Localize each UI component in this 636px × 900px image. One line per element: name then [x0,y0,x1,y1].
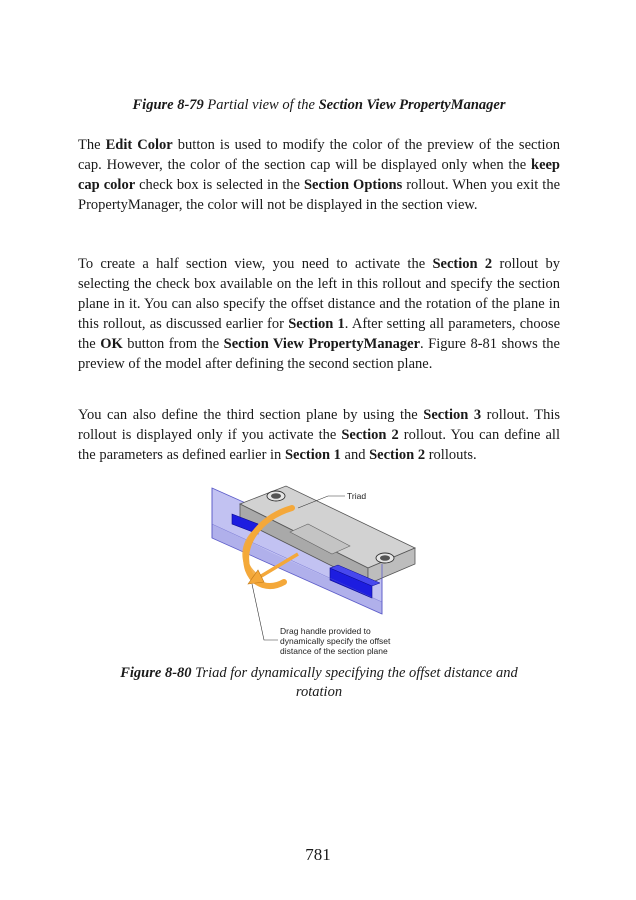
drag-leader-line [252,584,278,640]
figure-8-80-caption-line-1 [78,664,560,683]
text-run: check box is selected in the [135,177,304,193]
text-run: You can also define the third section plane by using the [78,407,424,423]
bold-term: Section 1 [288,316,345,332]
text-run: button is used to modify the color of the preview of the section cap. However, the color of the section cap will be displayed only when the [78,137,561,173]
bold-term: Section 1 [284,447,341,463]
text-run: To create a half section view, you need to activate the [78,256,433,272]
drag-label-line-3: distance of the section plane [280,646,388,656]
drag-label-line-2: dynamically specify the offset [280,636,391,646]
bold-term: keep cap color [78,157,560,193]
text-run: and [340,447,370,463]
figure-8-80-caption [78,664,560,702]
text-run: rollout. When you exit the PropertyManager, the color will not be displayed in the section view. [78,177,561,213]
text-run: The [78,137,106,153]
text-run: . Figure 8-81 shows the preview of the model after defining the second section plane. [78,336,560,372]
text-run: rollout. This rollout is displayed only if you activate the [78,407,561,443]
bold-term: Section 3 [423,407,482,423]
hole-left-inner [271,493,281,499]
figure-8-80-caption-text: Triad for dynamically specifying the offset distance and [191,665,518,681]
figure-8-80-number: Figure 8-80 [120,665,192,681]
triad-figure [200,484,440,664]
text-run: rollouts. [425,447,477,463]
figure-8-79-number: Figure 8-79 [132,97,204,113]
bold-term: Edit Color [105,137,173,153]
paragraph-third-section [78,405,560,465]
figure-8-80-caption-line-2: rotation [295,684,343,700]
bold-term: Section Options [303,177,403,193]
paragraph-edit-color [78,135,560,215]
paragraph-half-section [78,254,560,374]
bold-term: Section View PropertyManager [223,336,421,352]
bold-term: Section 2 [432,256,493,272]
bold-term: Section 2 [341,427,399,443]
drag-label-line-1: Drag handle provided to [280,626,371,636]
bold-term: OK [100,336,123,352]
bold-term: Section 2 [369,447,426,463]
figure-8-79-caption-text: Partial view of the [203,97,319,113]
figure-8-79-caption-bold: Section View PropertyManager [318,97,506,113]
text-run: button from the [122,336,224,352]
text-run: rollout. You can define all the parameters as defined earlier in [78,427,560,463]
hole-right-inner [380,555,390,561]
text-run: rollout by selecting the check box available on the left in this rollout and specify the section plane in it. You can also specify the offset distance and the rotation of the plane in this rollout, as discussed earlier for [78,256,561,332]
triad-label: Triad [347,491,367,501]
text-run: . After setting all parameters, choose the [78,316,561,352]
page-number: 781 [305,845,331,864]
figure-8-79-caption [78,96,560,115]
